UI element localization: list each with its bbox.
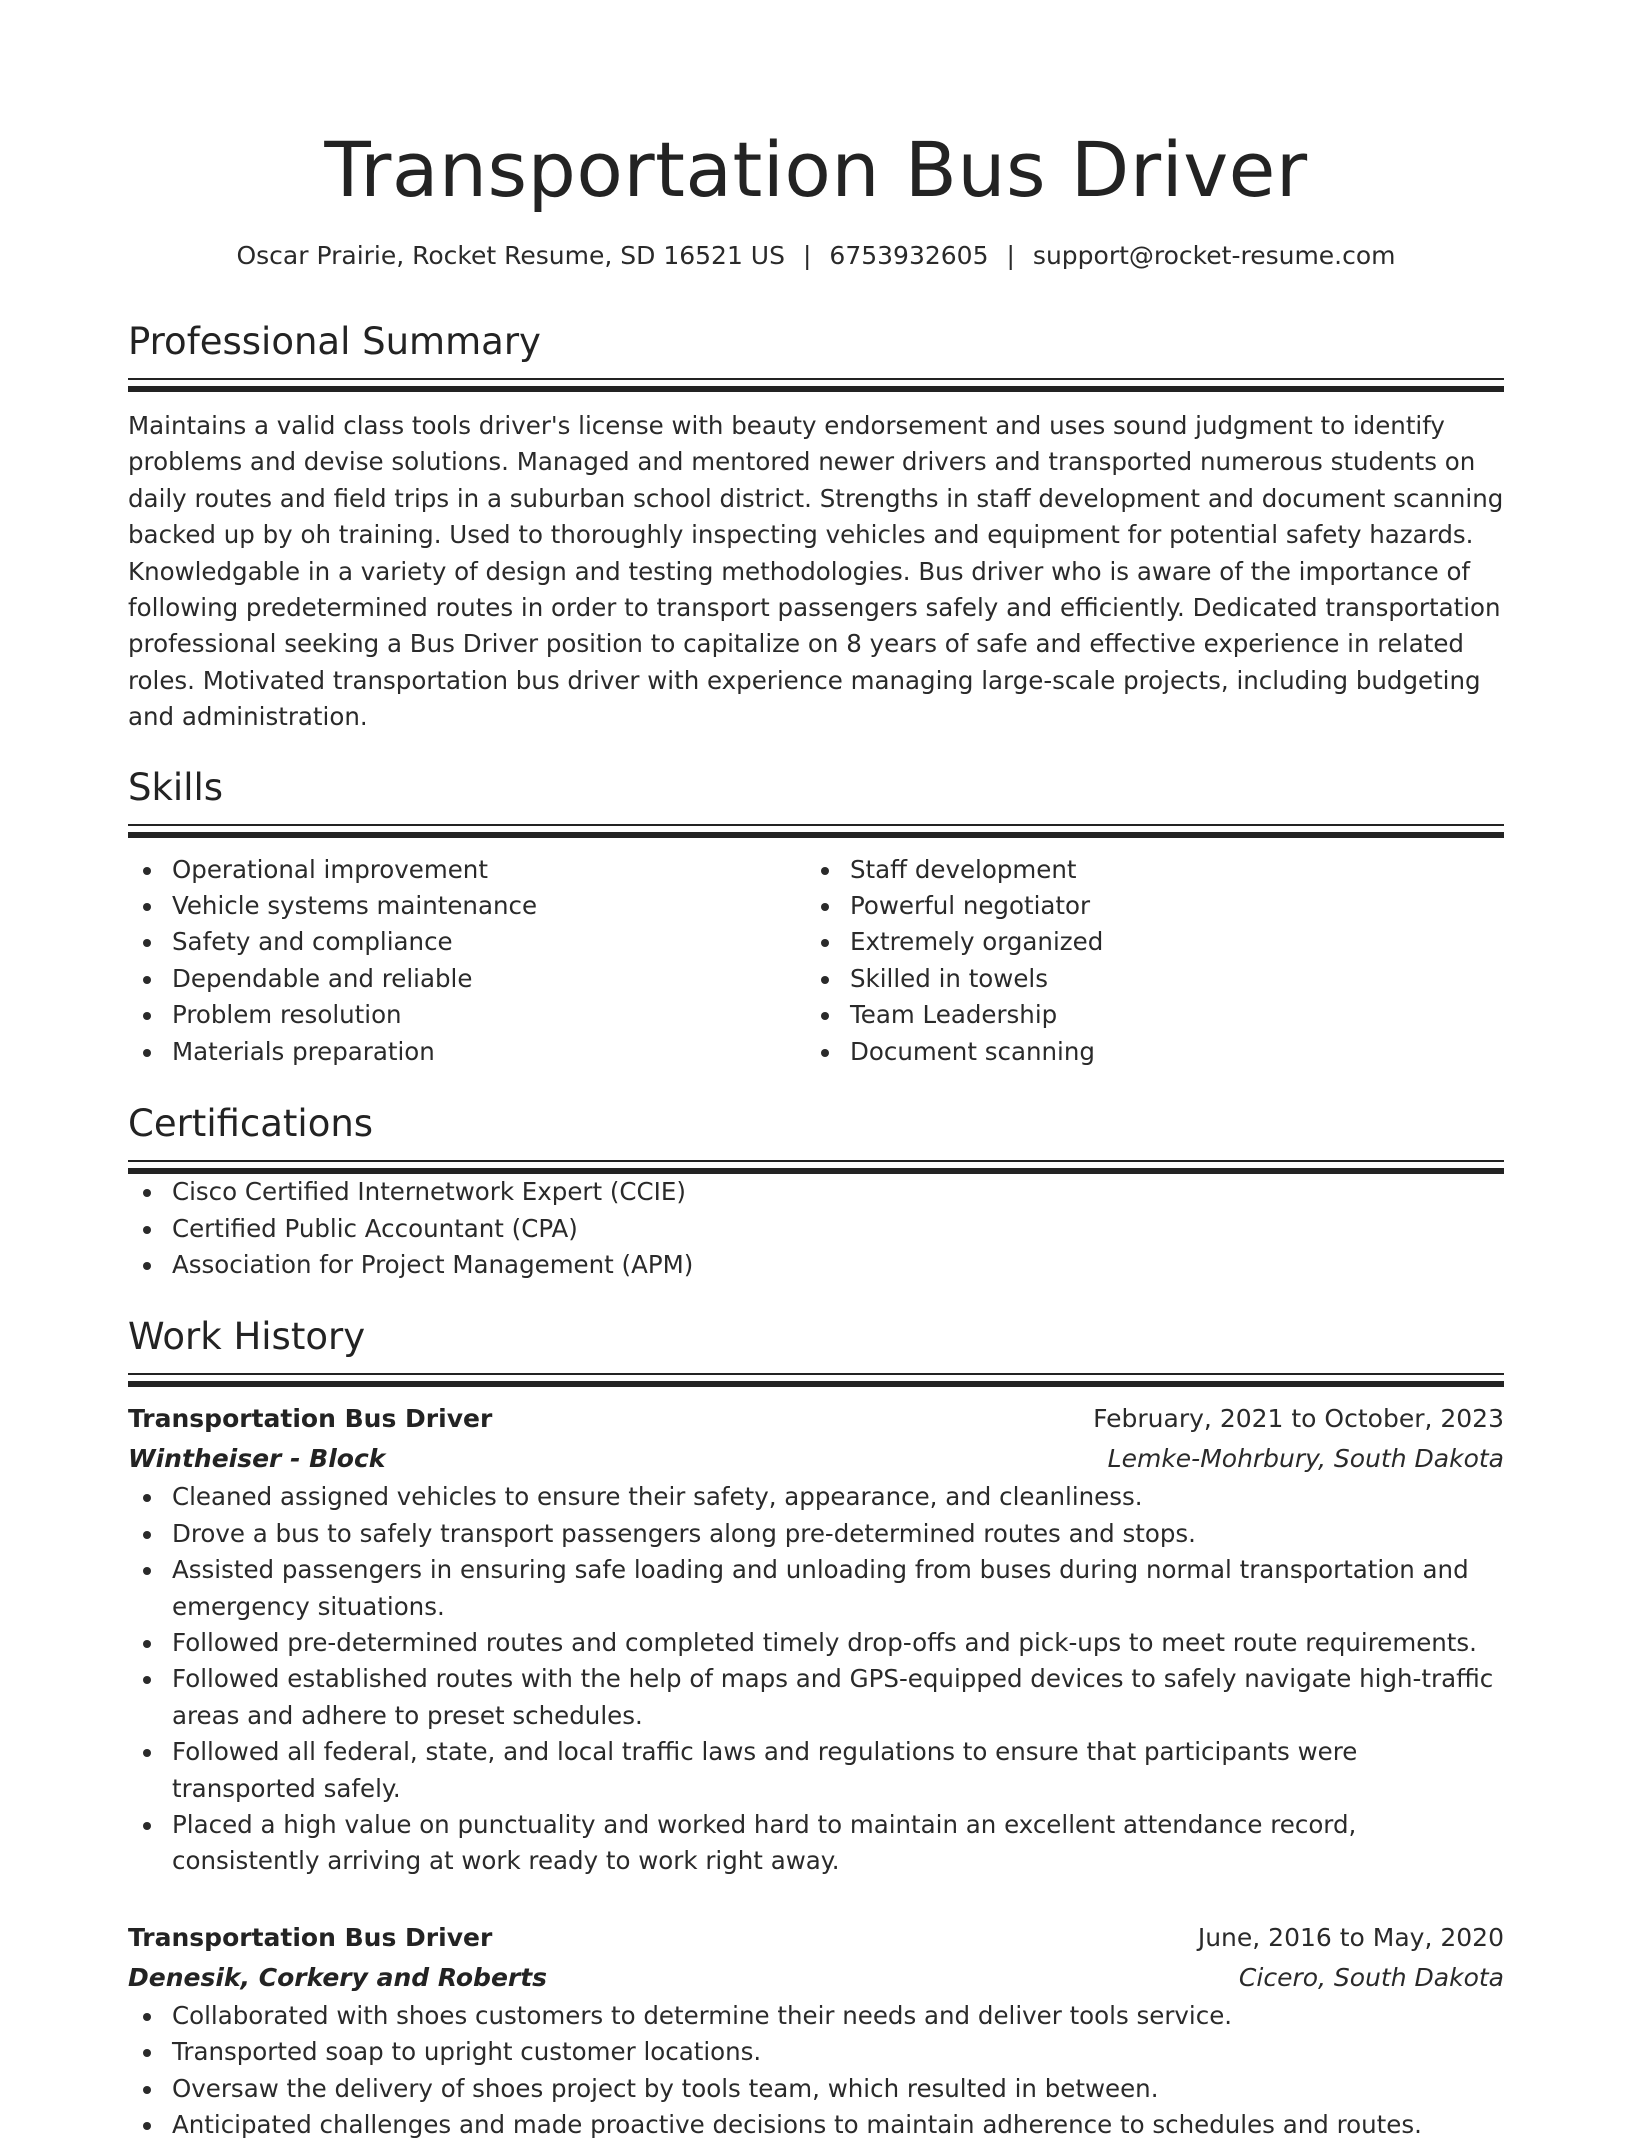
resume-content: [128, 118, 1504, 2143]
skill-item: Powerful negotiator: [806, 888, 1484, 924]
skill-item: Team Leadership: [806, 997, 1484, 1033]
job-bullet: Assisted passengers in ensuring safe loading and unloading from buses during normal transportation and emergency situations.: [128, 1552, 1504, 1625]
job-bullet: Followed pre-determined routes and completed timely drop-offs and pick-ups to meet route requirements.: [128, 1625, 1504, 1661]
job-company-row: [128, 1958, 1504, 1998]
job-company: Wintheiser - Block: [128, 1444, 386, 1474]
job-header-row: [128, 1918, 1504, 1958]
job-responsibilities: [128, 1998, 1504, 2143]
skills-column-right: [806, 852, 1484, 1070]
skill-item: Dependable and reliable: [128, 961, 806, 997]
job-bullet: Collaborated with shoes customers to determine their needs and deliver tools service.: [128, 1998, 1504, 2034]
contact-separator: |: [1006, 241, 1015, 270]
skill-item: Skilled in towels: [806, 961, 1484, 997]
contact-phone: 6753932605: [829, 241, 989, 270]
contact-email: support@rocket-resume.com: [1032, 241, 1396, 270]
section-divider: [128, 824, 1504, 838]
section-divider: [128, 1160, 1504, 1174]
work-history-section: [128, 1311, 1504, 2143]
skills-list: [128, 852, 806, 1070]
job-location: Cicero, South Dakota: [1238, 1962, 1504, 1992]
section-divider: [128, 378, 1504, 392]
job-header-row: [128, 1399, 1504, 1439]
section-heading: Work History: [128, 1315, 366, 1359]
job-entry: [128, 1399, 1504, 1879]
certification-item: Association for Project Management (APM): [128, 1247, 1504, 1283]
skills-list: [806, 852, 1484, 1070]
job-bullet: Followed established routes with the help of maps and GPS-equipped devices to safely navigate high-traffic areas and adhere to preset schedules.: [128, 1661, 1504, 1734]
section-heading: Certifications: [128, 1102, 374, 1146]
skill-item: Staff development: [806, 852, 1484, 888]
job-dates: June, 2016 to May, 2020: [1197, 1922, 1504, 1952]
skills-columns: [128, 852, 1504, 1070]
skills-section: [128, 762, 1504, 1070]
section-divider: [128, 1373, 1504, 1387]
certifications-section: [128, 1098, 1504, 1283]
job-location: Lemke-Mohrbury, South Dakota: [1107, 1444, 1504, 1474]
job-company: Denesik, Corkery and Roberts: [128, 1962, 548, 1992]
skill-item: Safety and compliance: [128, 924, 806, 960]
job-bullet: Followed all federal, state, and local traffic laws and regulations to ensure that participants were transported safely.: [128, 1734, 1504, 1807]
contact-line: [128, 238, 1504, 274]
job-bullet: Drove a bus to safely transport passengers along pre-determined routes and stops.: [128, 1516, 1504, 1552]
section-heading: Professional Summary: [128, 320, 541, 363]
skill-item: Materials preparation: [128, 1034, 806, 1070]
job-title: Transportation Bus Driver: [128, 1404, 493, 1434]
skill-item: Document scanning: [806, 1034, 1484, 1070]
job-title: Transportation Bus Driver: [128, 1922, 493, 1952]
job-dates: February, 2021 to October, 2023: [1093, 1404, 1504, 1434]
skill-item: Operational improvement: [128, 852, 806, 888]
certification-item: Cisco Certified Internetwork Expert (CCIE): [128, 1174, 1504, 1210]
skill-item: Extremely organized: [806, 924, 1484, 960]
summary-text: Maintains a valid class tools driver's license with beauty endorsement and uses sound judgment to identify problems and devise solutions. Managed and mentored newer drivers and transported numerous students on daily routes and field trips in a suburban school district. Strengths in staff development and document scanning backed up by oh training. Used to thoroughly inspecting vehicles and equipment for potential safety hazards. Knowledgable in a variety of design and testing methodologies. Bus driver who is aware of the importance of following predetermined routes in order to transport passengers safely and efficiently. Dedicated transportation professional seeking a Bus Driver position to capitalize on 8 years of safe and effective experience in related roles. Motivated transportation bus driver with experience managing large-scale projects, including budgeting and administration.: [128, 411, 1504, 732]
section-heading: Skills: [128, 765, 224, 809]
job-company-row: [128, 1439, 1504, 1479]
skill-item: Problem resolution: [128, 997, 806, 1033]
job-bullet: Anticipated challenges and made proactive decisions to maintain adherence to schedules and routes.: [128, 2107, 1504, 2143]
job-bullet: Oversaw the delivery of shoes project by tools team, which resulted in between.: [128, 2071, 1504, 2107]
contact-separator: |: [802, 241, 812, 270]
skill-item: Vehicle systems maintenance: [128, 888, 806, 924]
job-bullet: Transported soap to upright customer locations.: [128, 2034, 1504, 2070]
contact-address: Oscar Prairie, Rocket Resume, SD 16521 US: [236, 241, 785, 270]
certification-item: Certified Public Accountant (CPA): [128, 1211, 1504, 1247]
certifications-list: [128, 1174, 1504, 1283]
job-bullet: Cleaned assigned vehicles to ensure their safety, appearance, and cleanliness.: [128, 1479, 1504, 1515]
job-responsibilities: [128, 1479, 1504, 1879]
job-bullet: Placed a high value on punctuality and worked hard to maintain an excellent attendance record, consistently arriving at work ready to work right away.: [128, 1807, 1504, 1880]
skills-column-left: [128, 852, 806, 1070]
resume-title: Transportation Bus Driver: [324, 125, 1308, 214]
professional-summary-section: [128, 316, 1504, 736]
job-entry: [128, 1918, 1504, 2143]
